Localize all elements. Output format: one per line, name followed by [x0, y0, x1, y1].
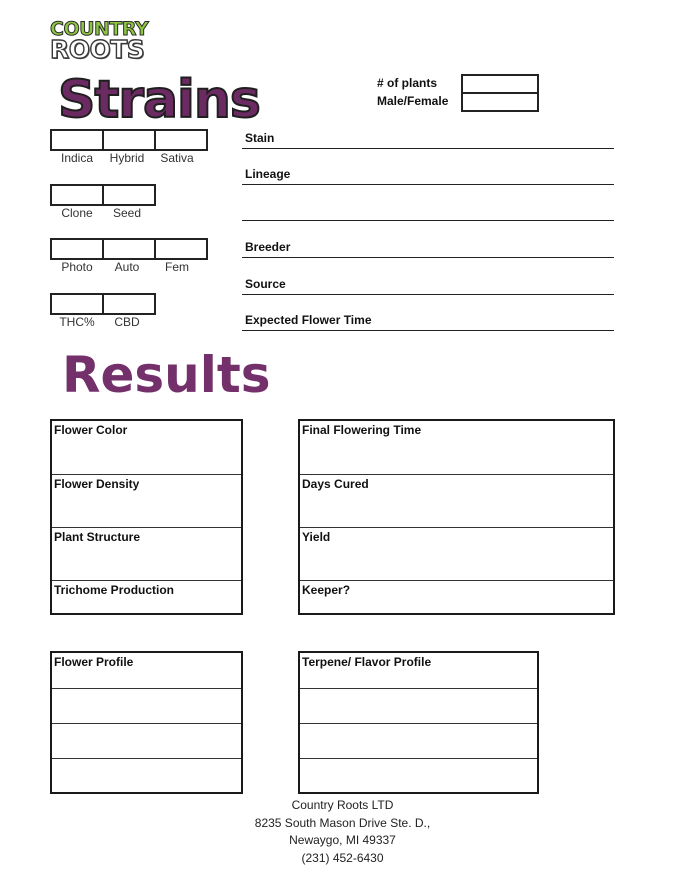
results-heading: Results [62, 346, 271, 404]
strains-heading: Strains [58, 70, 260, 130]
flower-profile-label: Flower Profile [54, 655, 134, 669]
flower-profile-cell[interactable] [52, 653, 241, 688]
flower-time-field[interactable]: Expected Flower Time [242, 313, 614, 331]
sativa-box[interactable] [154, 129, 208, 151]
days-cured-cell[interactable] [300, 474, 613, 527]
footer-company: Country Roots LTD [291, 798, 394, 812]
lineage-field[interactable]: Lineage [242, 167, 614, 185]
flower-profile-row[interactable] [52, 723, 241, 758]
yield-label: Yield [302, 530, 331, 544]
indica-label: Indica [60, 151, 94, 165]
footer-city: Newaygo, MI 49337 [289, 833, 396, 847]
trichome-production-cell[interactable] [52, 580, 241, 613]
clone-box[interactable] [50, 184, 104, 206]
trichome-production-label: Trichome Production [54, 583, 175, 597]
plant-count-box[interactable] [461, 74, 539, 94]
thc-box[interactable] [50, 293, 104, 315]
auto-label: Auto [114, 260, 140, 274]
seed-label: Seed [112, 206, 142, 220]
flower-profile-table [50, 651, 243, 794]
results-left-table [50, 419, 243, 615]
terpene-profile-row[interactable] [300, 688, 537, 723]
flower-density-label: Flower Density [54, 477, 140, 491]
brand-logo [50, 18, 166, 64]
keeper-label: Keeper? [302, 583, 351, 597]
photo-label: Photo [61, 260, 93, 274]
days-cured-label: Days Cured [302, 477, 369, 491]
flower-color-cell[interactable] [52, 421, 241, 474]
terpene-profile-row[interactable] [300, 758, 537, 792]
cbd-box[interactable] [102, 293, 156, 315]
cbd-label: CBD [114, 315, 140, 329]
sativa-label: Sativa [160, 151, 194, 165]
propagation-boxes [50, 184, 156, 206]
plant-structure-cell[interactable] [52, 527, 241, 580]
footer [0, 797, 685, 867]
flower-profile-row[interactable] [52, 758, 241, 792]
propagation-labels [52, 206, 152, 220]
hybrid-label: Hybrid [109, 151, 145, 165]
terpene-profile-table [298, 651, 539, 794]
stain-field[interactable]: Stain [242, 131, 614, 149]
flower-density-cell[interactable] [52, 474, 241, 527]
plant-sex-box[interactable] [461, 92, 539, 112]
hybrid-box[interactable] [102, 129, 156, 151]
fem-box[interactable] [154, 238, 208, 260]
fem-label: Fem [165, 260, 189, 274]
footer-phone: (231) 452-6430 [301, 850, 384, 865]
plant-count-label: # of plants [377, 76, 438, 90]
cannabinoid-labels [52, 315, 152, 329]
final-flowering-time-cell[interactable] [300, 421, 613, 474]
auto-box[interactable] [102, 238, 156, 260]
seed-type-labels [52, 260, 202, 274]
results-right-table [298, 419, 615, 615]
strain-type-boxes [50, 129, 208, 151]
seed-box[interactable] [102, 184, 156, 206]
brand-line-1: COUNTRY [50, 18, 149, 40]
keeper-cell[interactable] [300, 580, 613, 613]
breeder-field[interactable]: Breeder [242, 240, 614, 258]
cannabinoid-boxes [50, 293, 156, 315]
flower-profile-row[interactable] [52, 688, 241, 723]
seed-type-boxes [50, 238, 208, 260]
terpene-profile-label: Terpene/ Flavor Profile [302, 655, 432, 669]
photo-box[interactable] [50, 238, 104, 260]
final-flowering-time-label: Final Flowering Time [302, 423, 422, 437]
terpene-profile-cell[interactable] [300, 653, 537, 688]
thc-label: THC% [59, 315, 95, 329]
plant-structure-label: Plant Structure [54, 530, 141, 544]
footer-address: 8235 South Mason Drive Ste. D., [254, 815, 431, 830]
lineage-continued-field[interactable] [242, 203, 614, 221]
flower-color-label: Flower Color [54, 423, 128, 437]
source-field[interactable]: Source [242, 277, 614, 295]
brand-line-2: ROOTS [50, 35, 145, 64]
plant-sex-label: Male/Female [377, 94, 449, 108]
strain-type-labels [52, 151, 202, 165]
terpene-profile-row[interactable] [300, 723, 537, 758]
clone-label: Clone [61, 206, 93, 220]
indica-box[interactable] [50, 129, 104, 151]
yield-cell[interactable] [300, 527, 613, 580]
